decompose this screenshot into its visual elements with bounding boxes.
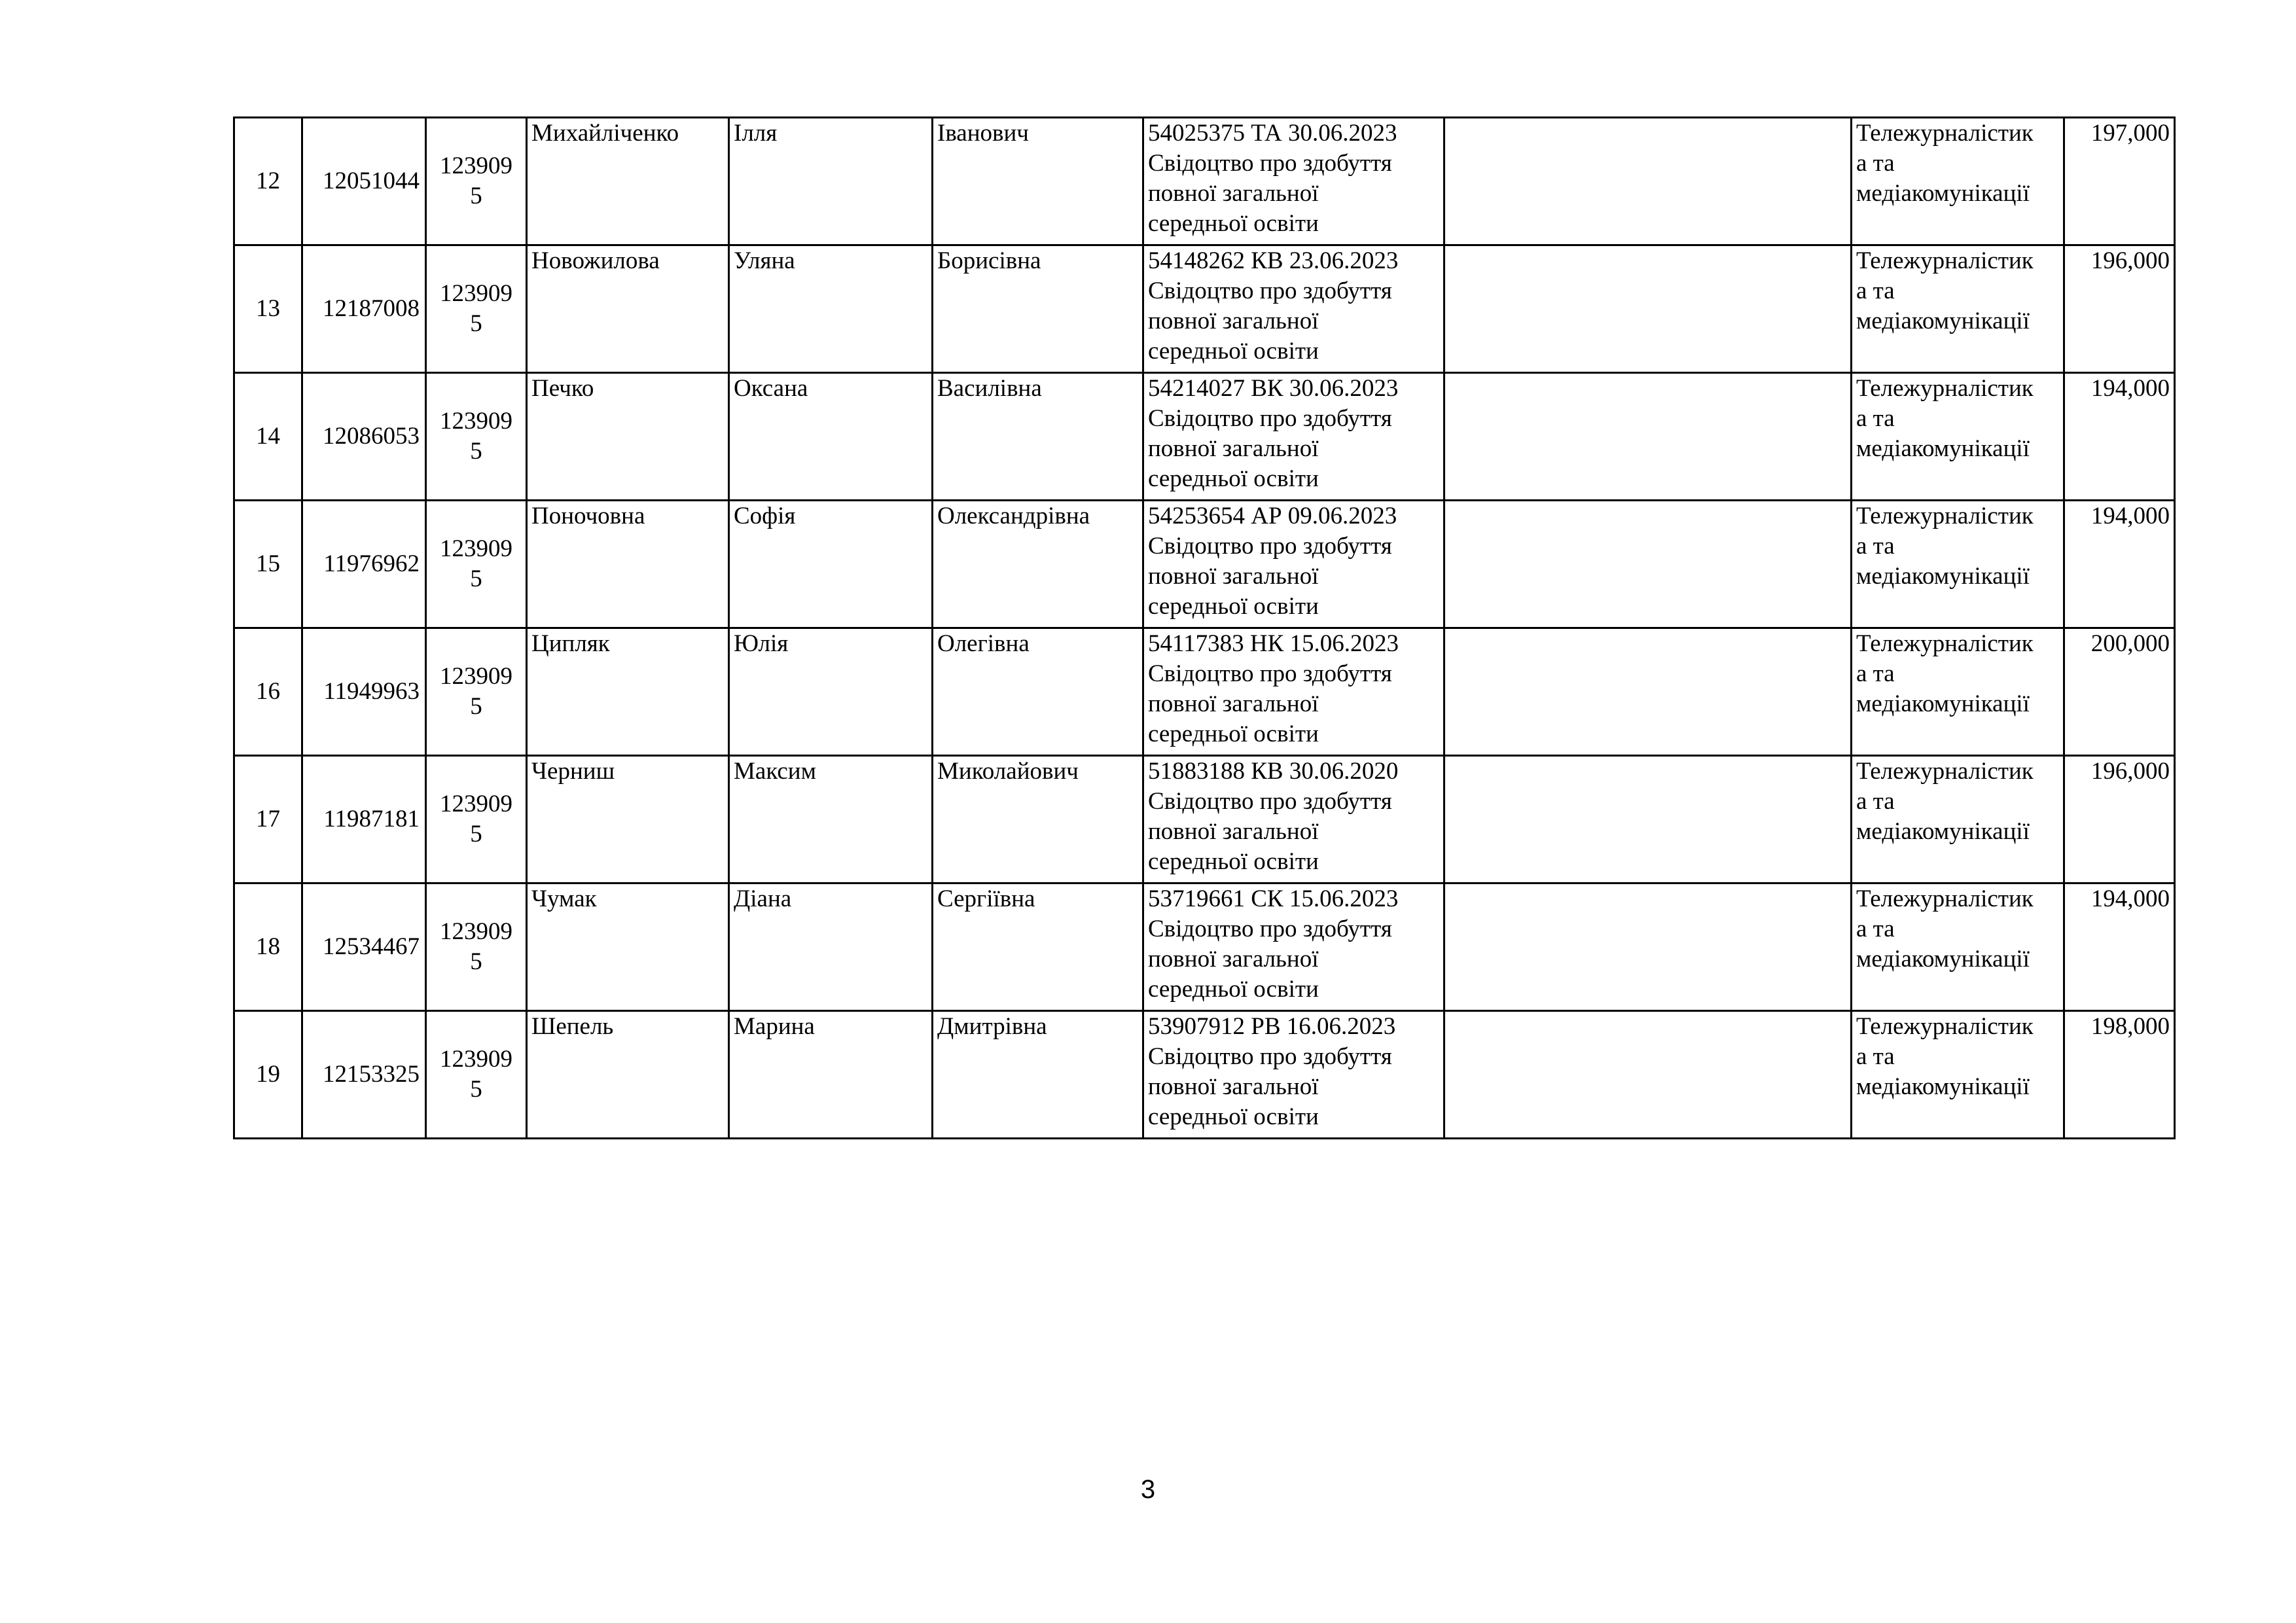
program-code-line: 5 — [470, 183, 482, 209]
specialty-line: Тележурналістик — [1856, 247, 2034, 274]
empty-cell — [1444, 628, 1852, 756]
document-type-line: Свідоцтво про здобуття — [1148, 660, 1392, 687]
row-number-cell: 18 — [234, 883, 302, 1011]
document-type-line: середньої освіти — [1148, 1103, 1319, 1130]
document-number-line: 54148262 КВ 23.06.2023 — [1148, 247, 1399, 274]
first-name-cell: Діана — [729, 883, 933, 1011]
patronymic-cell: Дмитрівна — [933, 1011, 1143, 1139]
row-number-cell: 19 — [234, 1011, 302, 1139]
score-cell: 196,000 — [2064, 756, 2175, 883]
document-type-line: середньої освіти — [1148, 721, 1319, 747]
empty-cell — [1444, 756, 1852, 883]
patronymic-cell: Миколайович — [933, 756, 1143, 883]
document-type-line: Свідоцтво про здобуття — [1148, 1043, 1392, 1070]
table-row — [234, 373, 2175, 501]
document-type-line: середньої освіти — [1148, 593, 1319, 620]
document-type-line: повної загальної — [1148, 818, 1319, 845]
document-type-line: повної загальної — [1148, 563, 1319, 590]
specialty-line: а та — [1856, 533, 1895, 560]
first-name-cell: Уляна — [729, 245, 933, 373]
document-cell — [1143, 373, 1444, 501]
program-code-line: 5 — [470, 693, 482, 720]
document-cell — [1143, 883, 1444, 1011]
document-type-line: Свідоцтво про здобуття — [1148, 788, 1392, 815]
specialty-line: а та — [1856, 788, 1895, 815]
document-cell — [1143, 628, 1444, 756]
table-row — [234, 1011, 2175, 1139]
specialty-line: Тележурналістик — [1856, 1013, 2034, 1040]
specialty-line: а та — [1856, 405, 1895, 432]
program-code-cell — [426, 756, 527, 883]
score-cell: 197,000 — [2064, 118, 2175, 245]
program-code-cell — [426, 373, 527, 501]
surname-cell: Печко — [527, 373, 729, 501]
program-code-cell — [426, 883, 527, 1011]
specialty-line: а та — [1856, 660, 1895, 687]
document-number-line: 54025375 ТА 30.06.2023 — [1148, 120, 1397, 147]
specialty-line: Тележурналістик — [1856, 885, 2034, 912]
document-number-line: 51883188 КВ 30.06.2020 — [1148, 758, 1399, 785]
program-code-line: 123909 — [440, 408, 512, 435]
document-cell — [1143, 245, 1444, 373]
document-type-line: Свідоцтво про здобуття — [1148, 533, 1392, 560]
applicants-table — [233, 116, 2176, 1139]
program-code-cell — [426, 245, 527, 373]
document-cell — [1143, 1011, 1444, 1139]
program-code-line: 5 — [470, 1076, 482, 1103]
score-cell: 198,000 — [2064, 1011, 2175, 1139]
surname-cell: Новожилова — [527, 245, 729, 373]
empty-cell — [1444, 373, 1852, 501]
specialty-cell — [1852, 373, 2064, 501]
surname-cell: Чумак — [527, 883, 729, 1011]
score-cell: 200,000 — [2064, 628, 2175, 756]
applicant-id-cell: 12534467 — [302, 883, 426, 1011]
empty-cell — [1444, 501, 1852, 628]
specialty-line: Тележурналістик — [1856, 758, 2034, 785]
document-type-line: середньої освіти — [1148, 465, 1319, 492]
patronymic-cell: Олександрівна — [933, 501, 1143, 628]
surname-cell: Ципляк — [527, 628, 729, 756]
applicant-id-cell: 12086053 — [302, 373, 426, 501]
applicant-id-cell: 12187008 — [302, 245, 426, 373]
specialty-line: Тележурналістик — [1856, 630, 2034, 657]
document-type-line: середньої освіти — [1148, 338, 1319, 365]
specialty-line: медіакомунікації — [1856, 946, 2030, 972]
specialty-line: Тележурналістик — [1856, 503, 2034, 529]
surname-cell: Поночовна — [527, 501, 729, 628]
specialty-line: медіакомунікації — [1856, 180, 2030, 207]
document-type-line: середньої освіти — [1148, 210, 1319, 237]
surname-cell: Михайліченко — [527, 118, 729, 245]
applicant-id-cell: 12153325 — [302, 1011, 426, 1139]
score-cell: 194,000 — [2064, 501, 2175, 628]
table-row — [234, 245, 2175, 373]
patronymic-cell: Борисівна — [933, 245, 1143, 373]
specialty-cell — [1852, 628, 2064, 756]
table-row — [234, 883, 2175, 1011]
first-name-cell: Марина — [729, 1011, 933, 1139]
document-number-line: 54117383 НК 15.06.2023 — [1148, 630, 1399, 657]
program-code-line: 123909 — [440, 1046, 512, 1073]
specialty-line: медіакомунікації — [1856, 308, 2030, 334]
specialty-line: Тележурналістик — [1856, 375, 2034, 402]
specialty-cell — [1852, 1011, 2064, 1139]
program-code-line: 123909 — [440, 663, 512, 690]
row-number-cell: 17 — [234, 756, 302, 883]
first-name-cell: Софія — [729, 501, 933, 628]
table-row — [234, 628, 2175, 756]
patronymic-cell: Олегівна — [933, 628, 1143, 756]
row-number-cell: 16 — [234, 628, 302, 756]
program-code-line: 123909 — [440, 918, 512, 945]
table-row — [234, 118, 2175, 245]
document-cell — [1143, 756, 1444, 883]
specialty-line: а та — [1856, 1043, 1895, 1070]
program-code-line: 5 — [470, 821, 482, 847]
document-number-line: 54253654 АР 09.06.2023 — [1148, 503, 1397, 529]
applicant-id-cell: 11976962 — [302, 501, 426, 628]
specialty-line: а та — [1856, 277, 1895, 304]
program-code-line: 5 — [470, 948, 482, 975]
document-type-line: Свідоцтво про здобуття — [1148, 150, 1392, 177]
document-number-line: 53907912 РВ 16.06.2023 — [1148, 1013, 1396, 1040]
applicant-id-cell: 11949963 — [302, 628, 426, 756]
page-number: 3 — [1140, 1475, 1156, 1504]
document-type-line: повної загальної — [1148, 1073, 1319, 1100]
document-type-line: повної загальної — [1148, 435, 1319, 462]
patronymic-cell: Сергіївна — [933, 883, 1143, 1011]
document-type-line: середньої освіти — [1148, 976, 1319, 1003]
surname-cell: Черниш — [527, 756, 729, 883]
specialty-cell — [1852, 118, 2064, 245]
specialty-line: Тележурналістик — [1856, 120, 2034, 147]
document-type-line: повної загальної — [1148, 690, 1319, 717]
specialty-line: а та — [1856, 916, 1895, 942]
applicant-id-cell: 11987181 — [302, 756, 426, 883]
specialty-line: медіакомунікації — [1856, 563, 2030, 590]
empty-cell — [1444, 118, 1852, 245]
document-type-line: повної загальної — [1148, 946, 1319, 972]
empty-cell — [1444, 245, 1852, 373]
specialty-cell — [1852, 501, 2064, 628]
specialty-line: медіакомунікації — [1856, 1073, 2030, 1100]
specialty-line: медіакомунікації — [1856, 435, 2030, 462]
document-type-line: повної загальної — [1148, 180, 1319, 207]
specialty-line: а та — [1856, 150, 1895, 177]
table-row — [234, 501, 2175, 628]
row-number-cell: 15 — [234, 501, 302, 628]
row-number-cell: 13 — [234, 245, 302, 373]
specialty-line: медіакомунікації — [1856, 818, 2030, 845]
applicant-id-cell: 12051044 — [302, 118, 426, 245]
specialty-cell — [1852, 245, 2064, 373]
program-code-line: 123909 — [440, 152, 512, 179]
patronymic-cell: Іванович — [933, 118, 1143, 245]
score-cell: 194,000 — [2064, 373, 2175, 501]
program-code-line: 123909 — [440, 791, 512, 817]
document-cell — [1143, 501, 1444, 628]
program-code-line: 5 — [470, 438, 482, 465]
first-name-cell: Ілля — [729, 118, 933, 245]
score-cell: 194,000 — [2064, 883, 2175, 1011]
empty-cell — [1444, 883, 1852, 1011]
document-type-line: Свідоцтво про здобуття — [1148, 405, 1392, 432]
program-code-cell — [426, 118, 527, 245]
surname-cell: Шепель — [527, 1011, 729, 1139]
document-type-line: Свідоцтво про здобуття — [1148, 916, 1392, 942]
specialty-cell — [1852, 756, 2064, 883]
program-code-line: 5 — [470, 565, 482, 592]
table-row — [234, 756, 2175, 883]
empty-cell — [1444, 1011, 1852, 1139]
score-cell: 196,000 — [2064, 245, 2175, 373]
document-type-line: Свідоцтво про здобуття — [1148, 277, 1392, 304]
patronymic-cell: Василівна — [933, 373, 1143, 501]
document-number-line: 54214027 ВК 30.06.2023 — [1148, 375, 1399, 402]
program-code-line: 123909 — [440, 280, 512, 307]
row-number-cell: 14 — [234, 373, 302, 501]
first-name-cell: Оксана — [729, 373, 933, 501]
row-number-cell: 12 — [234, 118, 302, 245]
specialty-cell — [1852, 883, 2064, 1011]
document-number-line: 53719661 СК 15.06.2023 — [1148, 885, 1399, 912]
program-code-cell — [426, 501, 527, 628]
program-code-cell — [426, 628, 527, 756]
document-type-line: повної загальної — [1148, 308, 1319, 334]
specialty-line: медіакомунікації — [1856, 690, 2030, 717]
table-body — [234, 118, 2175, 1139]
first-name-cell: Юлія — [729, 628, 933, 756]
program-code-line: 123909 — [440, 535, 512, 562]
first-name-cell: Максим — [729, 756, 933, 883]
document-cell — [1143, 118, 1444, 245]
program-code-line: 5 — [470, 310, 482, 337]
document-type-line: середньої освіти — [1148, 848, 1319, 875]
program-code-cell — [426, 1011, 527, 1139]
